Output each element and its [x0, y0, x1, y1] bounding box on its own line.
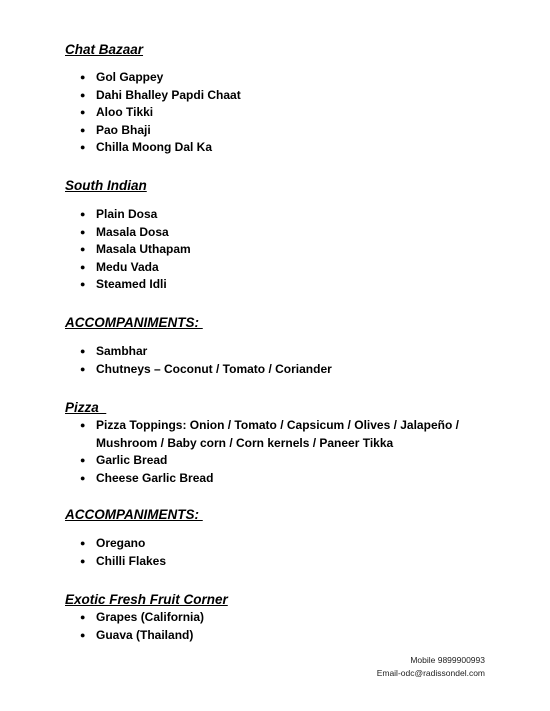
list-item: ● Chilli Flakes	[80, 553, 166, 571]
footer-email: Email-odc@radissondel.com	[376, 668, 485, 678]
bullet-icon: ●	[80, 72, 86, 82]
accompaniments-list-2	[80, 535, 166, 570]
bullet-icon: ●	[80, 555, 86, 566]
list-item: ● Steamed Idli	[80, 276, 191, 294]
list-item: ● Aloo Tikki	[80, 104, 241, 122]
fruit-list	[80, 609, 204, 644]
bullet-icon: ●	[80, 209, 86, 219]
bullet-icon: ●	[80, 261, 86, 272]
list-item: ● Medu Vada	[80, 259, 191, 277]
bullet-icon: ●	[80, 612, 86, 622]
bullet-icon: ●	[80, 455, 86, 466]
list-item: ● Dahi Bhalley Papdi Chaat	[80, 87, 241, 105]
section-heading-exotic-fruit: Exotic Fresh Fruit Corner	[65, 592, 228, 607]
bullet-icon: ●	[80, 107, 86, 118]
list-item: ● Plain Dosa	[80, 206, 191, 224]
section-heading-chat-bazaar: Chat Bazaar	[65, 42, 144, 57]
list-item: ● Gol Gappey	[80, 69, 241, 87]
bullet-icon: ●	[80, 244, 86, 255]
footer-contact	[300, 654, 485, 680]
bullet-icon: ●	[80, 420, 86, 430]
bullet-icon: ●	[80, 472, 86, 483]
list-item: ● Chutneys – Coconut / Tomato / Coriander	[80, 361, 332, 379]
section-heading-accompaniments-2: ACCOMPANIMENTS:	[65, 507, 203, 522]
bullet-icon: ●	[80, 124, 86, 135]
list-item: ● Masala Dosa	[80, 224, 191, 242]
list-item: ● Pao Bhaji	[80, 122, 241, 140]
section-heading-accompaniments: ACCOMPANIMENTS:	[65, 315, 203, 330]
south-indian-list	[80, 206, 191, 294]
bullet-icon: ●	[80, 89, 86, 100]
list-item: ● Chilla Moong Dal Ka	[80, 139, 241, 157]
list-item: ● Oregano	[80, 535, 166, 553]
accompaniments-list	[80, 343, 332, 378]
list-item: ● Grapes (California)	[80, 609, 204, 627]
chat-bazaar-list	[80, 69, 241, 157]
list-item: ● Pizza Toppings: Onion / Tomato / Capsicum / Olives / Jalapeño / Mushroom / Baby corn / Corn kernels / Paneer Tikka	[80, 418, 459, 450]
bullet-icon: ●	[80, 226, 86, 237]
list-item: ● Cheese Garlic Bread	[80, 470, 459, 488]
footer-mobile: Mobile 9899900993	[410, 655, 485, 665]
section-heading-pizza: Pizza	[65, 400, 107, 415]
bullet-icon: ●	[80, 629, 86, 640]
bullet-icon: ●	[80, 142, 86, 153]
pizza-list	[80, 417, 459, 487]
bullet-icon: ●	[80, 279, 86, 290]
section-heading-south-indian: South Indian	[65, 178, 147, 193]
bullet-icon: ●	[80, 538, 86, 548]
bullet-icon: ●	[80, 363, 86, 374]
list-item: ● Masala Uthapam	[80, 241, 191, 259]
list-item: ● Sambhar	[80, 343, 332, 361]
list-item: ● Guava (Thailand)	[80, 627, 204, 645]
list-item: ● Garlic Bread	[80, 452, 459, 470]
bullet-icon: ●	[80, 346, 86, 356]
